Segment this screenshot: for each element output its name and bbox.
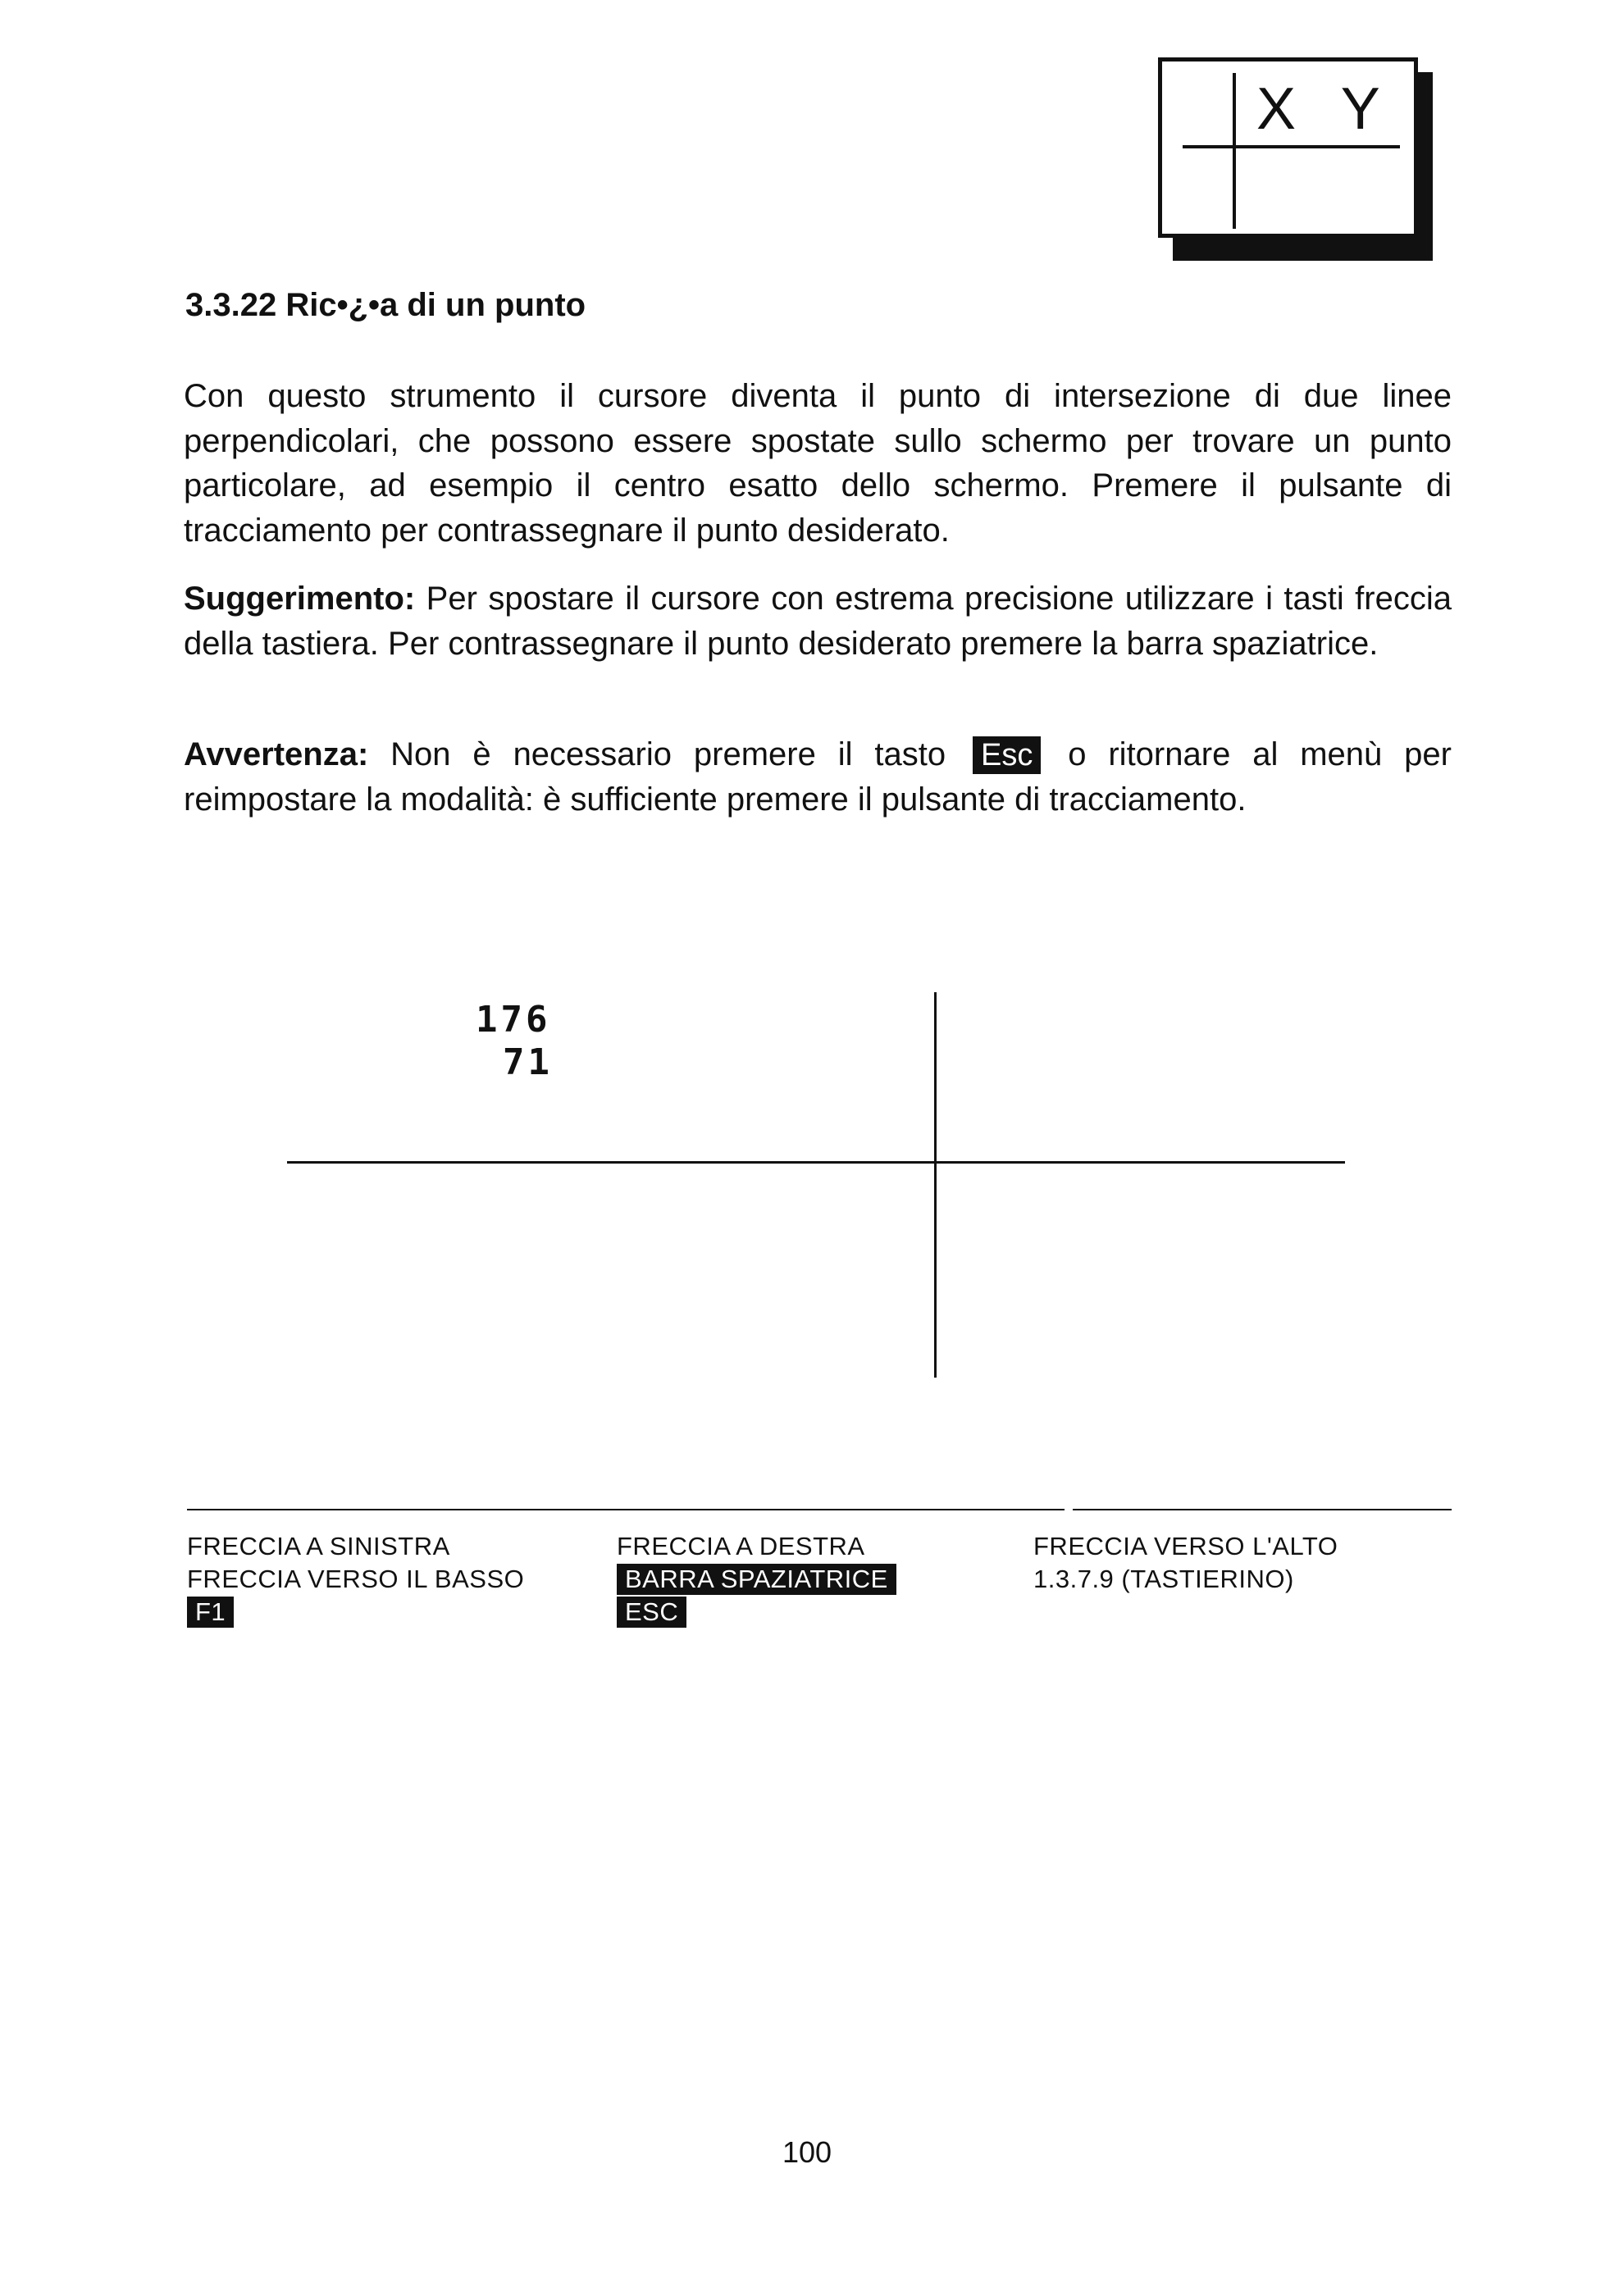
esc-keycap-ref: ESC <box>617 1597 686 1628</box>
key-ref-column-3 <box>1033 1530 1338 1596</box>
f1-keycap: F1 <box>187 1597 234 1628</box>
crosshair-horizontal-line <box>287 1161 1345 1164</box>
coordinate-x-readout: 176 <box>476 999 551 1041</box>
section-heading: 3.3.22 Ric•¿•a di un punto <box>185 287 586 323</box>
key-ref-item: FRECCIA VERSO IL BASSO <box>187 1565 525 1593</box>
divider-line-right <box>1073 1509 1452 1510</box>
crosshair-vertical-line <box>934 992 937 1378</box>
divider-line-left <box>187 1509 1065 1510</box>
tool-icon-crosshair <box>1158 57 1433 261</box>
warning-text-after: o ritornare al menù per reimpostare la modalità: è sufficiente premere il pulsante di tracciamento. <box>184 736 1452 818</box>
key-ref-column-1 <box>187 1530 524 1629</box>
hint-text: Per spostare il cursore con estrema precisione utilizzare i tasti freccia della tastiera. Per contrassegnare il punto desiderato premere la barra spaziatrice. <box>184 581 1452 662</box>
warning-paragraph <box>184 732 1452 822</box>
esc-keycap: Esc <box>973 736 1041 774</box>
intro-paragraph: Con questo strumento il cursore diventa il punto di intersezione di due linee perpendicolari, che possono essere spostate sullo schermo per trovare un punto particolare, ad esempio il centro esatto dello schermo. Premere il pulsante di tracciamento per contrassegnare il punto desiderato. <box>184 378 1452 549</box>
warning-text-before: Non è necessario premere il tasto <box>390 736 946 772</box>
icon-horizontal-line <box>1183 145 1400 148</box>
icon-xy-label: X Y <box>1256 76 1395 142</box>
hint-paragraph <box>184 576 1452 666</box>
key-ref-item: FRECCIA A DESTRA <box>617 1532 865 1560</box>
page-number: 100 <box>782 2135 832 2169</box>
spacebar-keycap: BARRA SPAZIATRICE <box>617 1564 896 1595</box>
key-ref-item: FRECCIA VERSO L'ALTO <box>1033 1532 1338 1560</box>
coordinate-y-readout: 71 <box>503 1041 553 1083</box>
icon-frame <box>1158 57 1418 238</box>
hint-label: Suggerimento: <box>184 581 416 617</box>
key-ref-item: FRECCIA A SINISTRA <box>187 1532 450 1560</box>
warning-label: Avvertenza: <box>184 736 369 772</box>
icon-vertical-line <box>1233 73 1236 229</box>
key-ref-column-2 <box>617 1530 896 1629</box>
key-ref-item: 1.3.7.9 (TASTIERINO) <box>1033 1565 1294 1593</box>
